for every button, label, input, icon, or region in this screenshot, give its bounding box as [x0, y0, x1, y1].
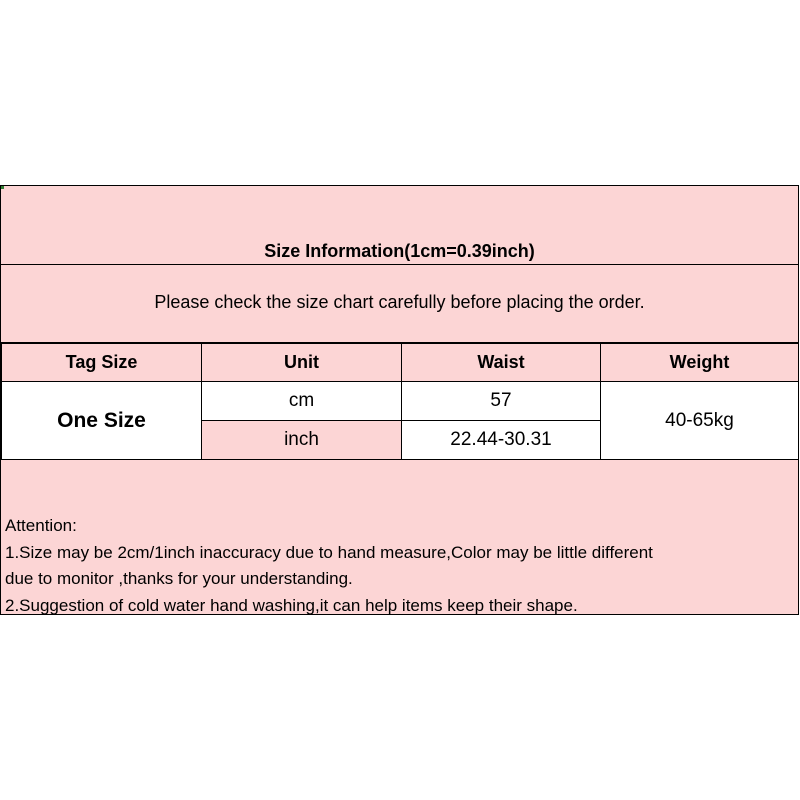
- waist-cell-cm: 57: [402, 382, 601, 421]
- unit-cell-inch: inch: [202, 421, 402, 460]
- size-chart-sheet: [0, 185, 799, 615]
- attention-notes: [5, 513, 795, 619]
- weight-cell: 40-65kg: [601, 382, 799, 460]
- unit-cell-cm: cm: [202, 382, 402, 421]
- table-row: [2, 382, 799, 421]
- header-unit: Unit: [202, 344, 402, 382]
- waist-cell-inch: 22.44-30.31: [402, 421, 601, 460]
- size-table: [1, 343, 799, 460]
- title-band: [1, 186, 798, 265]
- header-waist: Waist: [402, 344, 601, 382]
- header-weight: Weight: [601, 344, 799, 382]
- notice-band: [1, 265, 798, 343]
- attention-heading: Attention:: [5, 516, 77, 535]
- attention-line-1a: 1.Size may be 2cm/1inch inaccuracy due to hand measure,Color may be little different: [5, 542, 653, 562]
- size-info-title: Size Information(1cm=0.39inch): [264, 241, 535, 261]
- header-tag-size: Tag Size: [2, 344, 202, 382]
- attention-line-1b: due to monitor ,thanks for your understanding.: [5, 569, 353, 588]
- tag-size-cell: One Size: [2, 382, 202, 460]
- notice-text: Please check the size chart carefully before placing the order.: [154, 292, 645, 312]
- attention-line-2: 2.Suggestion of cold water hand washing,it can help items keep their shape.: [5, 595, 578, 615]
- table-header-row: [2, 344, 799, 382]
